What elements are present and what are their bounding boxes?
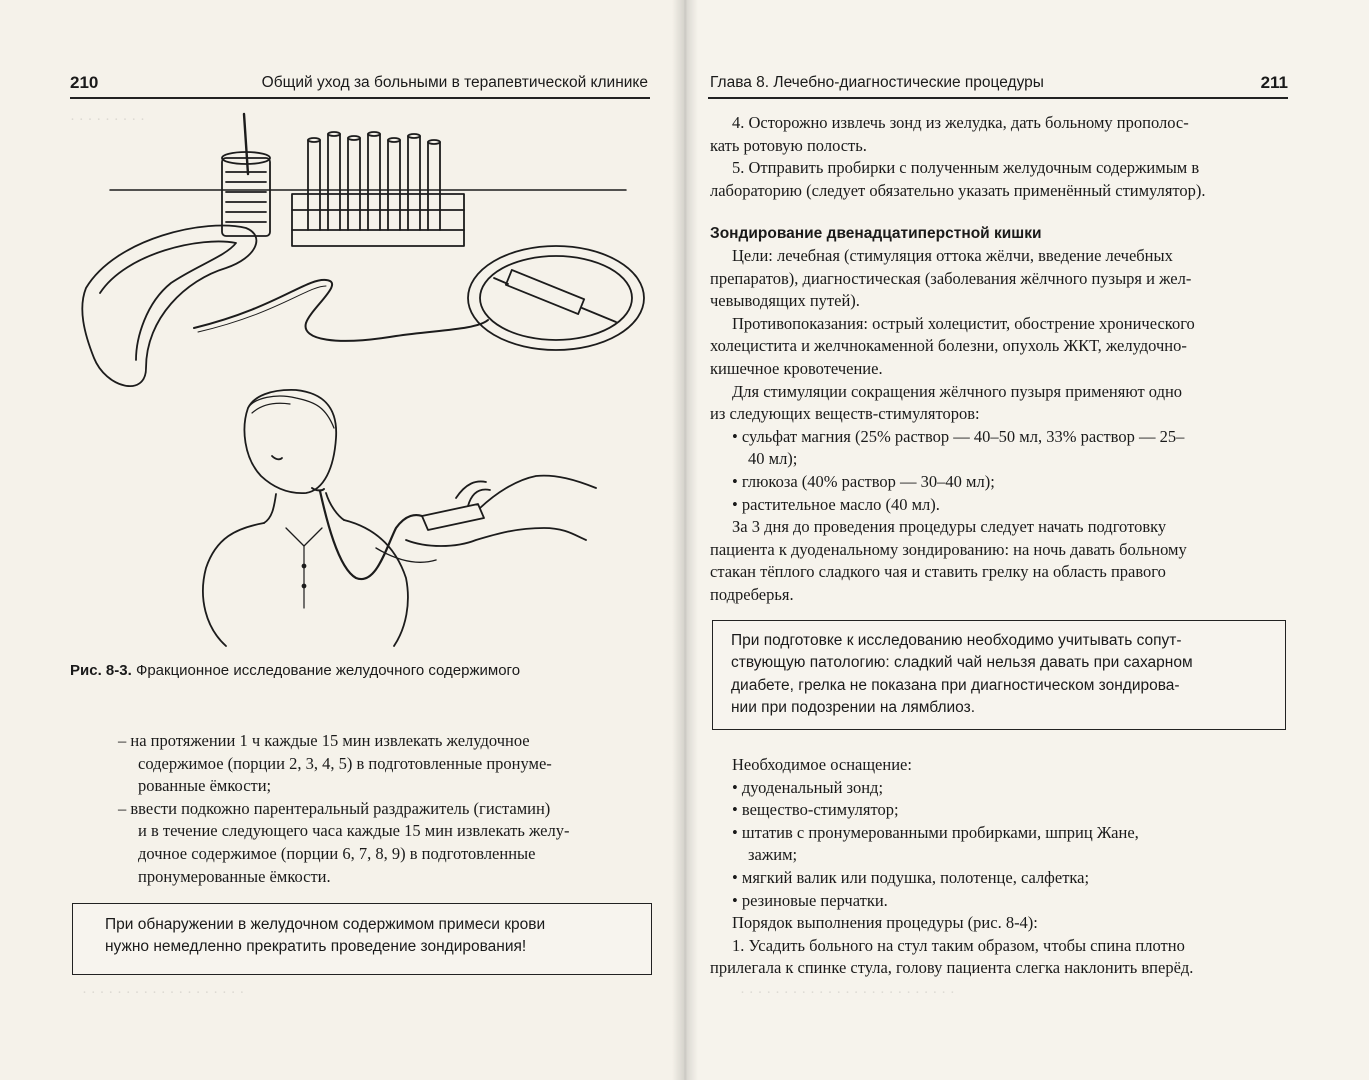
page-number-right: 211 bbox=[1260, 73, 1288, 92]
body-line: Цели: лечебная (стимуляция оттока жёлчи, введение лечебных bbox=[732, 246, 1173, 265]
body-line: пациента к дуоденальному зондированию: на ночь давать больному bbox=[710, 539, 1187, 559]
beaker-drawing bbox=[222, 114, 270, 236]
kidney-tray-drawing bbox=[82, 226, 256, 387]
right-running-header bbox=[708, 73, 1288, 99]
body-line: холецистита и желчнокаменной болезни, опухоль ЖКТ, желудочно- bbox=[710, 336, 1187, 356]
right-equipment-text bbox=[710, 754, 1288, 980]
bleed-through: · · · · · · · · · · · · · · · · · · · · · · · · · bbox=[740, 985, 955, 1001]
body-line: Противопоказания: острый холецистит, обострение хронического bbox=[732, 313, 1195, 333]
body-line: 40 мл); bbox=[748, 449, 798, 469]
body-line: • растительное масло (40 мл). bbox=[732, 494, 940, 514]
equipment-line: прилегала к спинке стула, голову пациента слегка наклонить вперёд. bbox=[710, 958, 1194, 978]
left-running-header bbox=[70, 73, 650, 99]
list-line: – на протяжении 1 ч каждые 15 мин извлекать желудочное bbox=[118, 731, 530, 750]
step-line: 4. Осторожно извлечь зонд из желудка, дать больному прополос- bbox=[732, 113, 1189, 132]
body-line: кишечное кровотечение. bbox=[710, 358, 883, 378]
probe-tube-drawing bbox=[194, 280, 488, 341]
warning-line: нужно немедленно прекратить проведение зондирования! bbox=[105, 938, 527, 956]
list-line: – ввести подкожно парентеральный раздражитель (гистамин) bbox=[118, 798, 551, 818]
right-running-title: Глава 8. Лечебно-диагностические процедуры bbox=[710, 74, 1044, 91]
list-line: и в течение следующего часа каждые 15 мин извлекать желу- bbox=[138, 821, 570, 841]
equipment-line: • штатив с пронумерованными пробирками, шприц Жане, bbox=[732, 822, 1139, 842]
step-line: лабораторию (следует обязательно указать применённый стимулятор). bbox=[710, 180, 1206, 200]
figure-gastric-probing-illustration bbox=[76, 108, 656, 653]
body-line: Для стимуляции сокращения жёлчного пузыря применяют одно bbox=[732, 381, 1183, 401]
body-line: • сульфат магния (25% раствор — 40–50 мл, 33% раствор — 25– bbox=[732, 426, 1185, 446]
right-body-text bbox=[710, 245, 1288, 607]
body-line: из следующих веществ-стимуляторов: bbox=[710, 404, 980, 424]
equipment-line: зажим; bbox=[748, 845, 798, 865]
step-line: 5. Отправить пробирки с полученным желудочным содержимым в bbox=[732, 158, 1200, 178]
figure-caption-text: Фракционное исследование желудочного содержимого bbox=[135, 662, 521, 679]
page-number-left: 210 bbox=[70, 73, 99, 92]
body-line: препаратов), диагностическая (заболевания жёлчного пузыря и жел- bbox=[710, 268, 1192, 288]
equipment-line: 1. Усадить больного на стул таким образом, чтобы спина плотно bbox=[732, 935, 1185, 955]
list-line: пронумерованные ёмкости. bbox=[138, 866, 331, 886]
test-tube-rack-drawing bbox=[292, 132, 464, 246]
body-line: стакан тёплого сладкого чая и ставить грелку на область правого bbox=[710, 562, 1166, 582]
dish-with-syringe-drawing bbox=[468, 246, 644, 350]
book-gutter bbox=[672, 0, 698, 1080]
list-line: рованные ёмкости; bbox=[138, 776, 272, 796]
left-procedure-list bbox=[118, 730, 648, 888]
left-running-title: Общий уход за больными в терапевтической клинике bbox=[261, 74, 648, 91]
patient-figure-drawing bbox=[203, 390, 436, 646]
bleed-through: · · · · · · · · · bbox=[70, 112, 145, 128]
nurse-hand-drawing bbox=[406, 476, 596, 546]
body-line: За 3 дня до проведения процедуры следует начать подготовку bbox=[732, 517, 1167, 537]
step-line: кать ротовую полость. bbox=[710, 135, 867, 155]
equipment-line: • резиновые перчатки. bbox=[732, 890, 888, 910]
body-line: чевыводящих путей). bbox=[710, 291, 860, 311]
equipment-line: • мягкий валик или подушка, полотенце, салфетка; bbox=[732, 867, 1090, 887]
section-heading: Зондирование двенадцатиперстной кишки bbox=[710, 225, 1042, 242]
note-box bbox=[712, 620, 1286, 730]
right-top-steps bbox=[710, 112, 1288, 202]
note-line: нии при подозрении на лямблиоз. bbox=[731, 699, 976, 717]
note-line: диабете, грелка не показана при диагностическом зондирова- bbox=[731, 676, 1180, 694]
equipment-line: • вещество-стимулятор; bbox=[732, 800, 899, 820]
bleed-through: · · · · · · · · · · · · · · · · · · · bbox=[82, 985, 245, 1001]
warning-box bbox=[72, 903, 652, 975]
figure-caption bbox=[70, 662, 520, 679]
body-line: • глюкоза (40% раствор — 30–40 мл); bbox=[732, 471, 995, 491]
note-line: При подготовке к исследованию необходимо учитывать сопут- bbox=[731, 632, 1182, 649]
list-line: содержимое (порции 2, 3, 4, 5) в подготовленные пронуме- bbox=[138, 753, 552, 773]
probe-in-mouth-drawing bbox=[320, 491, 422, 579]
list-line: дочное содержимое (порции 6, 7, 8, 9) в подготовленные bbox=[138, 843, 536, 863]
figure-label: Рис. 8-3. bbox=[70, 662, 132, 679]
warning-line: При обнаружении в желудочном содержимом примеси крови bbox=[105, 916, 546, 933]
body-line: подреберья. bbox=[710, 584, 794, 604]
note-line: ствующую патологию: сладкий чай нельзя давать при сахарном bbox=[731, 654, 1193, 672]
equipment-line: Необходимое оснащение: bbox=[732, 755, 912, 774]
equipment-line: Порядок выполнения процедуры (рис. 8-4): bbox=[732, 913, 1038, 933]
equipment-line: • дуоденальный зонд; bbox=[732, 777, 884, 797]
